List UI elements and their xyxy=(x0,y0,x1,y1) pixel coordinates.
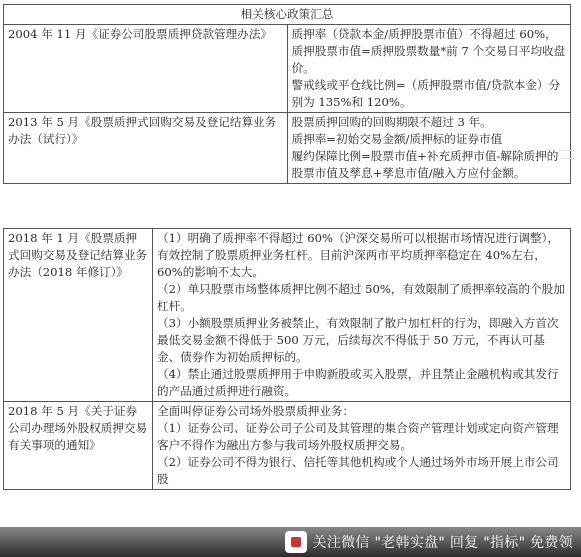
table-row xyxy=(4,402,571,490)
policy-content-cell xyxy=(153,229,571,402)
policy-paragraph: 警戒线或平仓线比例=（质押股票市值/贷款本金）分别为 135%和 120%。 xyxy=(291,78,561,109)
policy-table-top xyxy=(3,4,571,184)
policy-paragraph: 股票质押回购的回购期限不超过 3 年。 xyxy=(291,115,492,129)
policy-paragraph: （4）禁止通过股票质押用于申购新股或买入股票，并且禁止金融机构或其发行的产品通过质押进行融资。 xyxy=(157,367,559,398)
policy-paragraph: （2）证券公司不得为银行、信托等其他机构或个人通过场外市场开展上市公司股 xyxy=(157,455,559,486)
policy-name-cell: 2018 年 1 月《股票质押式回购交易及登记结算业务办法（2018 年修订）》 xyxy=(4,229,153,402)
table-row xyxy=(4,229,571,402)
policy-content-cell xyxy=(153,402,571,490)
policy-name-cell: 2013 年 5 月《股票质押式回购交易及登记结算业务办法（试行）》 xyxy=(4,113,288,184)
watermark-banner xyxy=(0,527,581,557)
policy-content-cell xyxy=(287,113,571,184)
table-caption: 相关核心政策汇总 xyxy=(4,5,571,25)
policy-name-cell: 2018 年 5 月《关于证券公司办理场外股权质押交易有关事项的通知》 xyxy=(4,402,153,490)
wechat-logo-icon xyxy=(285,531,307,553)
policy-paragraph: （3）小额股票质押业务被禁止，有效限制了散户加杠杆的行为，即融入方首次最低交易金额不得低于 500 万元，后续每次不得低于 50 万元，不再认可基金、债券作为初始质押标的。 xyxy=(157,316,559,364)
policy-paragraph: （2）单只股票市场整体质押比例不超过 50%，有效限制了质押率较高的个股加杠杆。 xyxy=(157,282,565,313)
table-row xyxy=(4,25,571,113)
policy-paragraph: 履约保障比例=股票市值+补充质押市值-解除质押的股票市值及孳息+孳息市值/融入方应付金额。 xyxy=(291,149,559,180)
policy-name-cell: 2004 年 11 月《证券公司股票质押贷款管理办法》 xyxy=(4,25,288,113)
policy-paragraph: （1）证券公司、证券公司子公司及其管理的集合资产管理计划或定向资产管理客户不得作为融出方参与我司场外股权质押交易。 xyxy=(157,421,559,452)
scan-smudge xyxy=(559,150,573,151)
watermark-text: 关注微信 "老韩实盘" 回复 "指标" 免费领 xyxy=(312,535,573,551)
policy-content-cell xyxy=(287,25,571,113)
policy-paragraph: （1）明确了质押率不得超过 60%（沪深交易所可以根据市场情况进行调整），有效控制了股票质押业务杠杆。目前沪深两市平均质押率稳定在 40%左右，60%的影响不太大。 xyxy=(157,231,560,279)
policy-paragraph: 质押率（贷款本金/质押股票市值）不得超过 60%，质押股票市值=质押股票数量*前 7 个交易日平均收盘价。 xyxy=(291,27,566,75)
policy-table-bottom xyxy=(3,228,571,490)
table-row xyxy=(4,113,571,184)
policy-paragraph: 全面叫停证券公司场外股票质押业务： xyxy=(157,404,355,418)
scan-smudge xyxy=(559,158,573,159)
policy-paragraph: 质押率=初始交易金额/质押标的证券市值 xyxy=(291,132,503,146)
